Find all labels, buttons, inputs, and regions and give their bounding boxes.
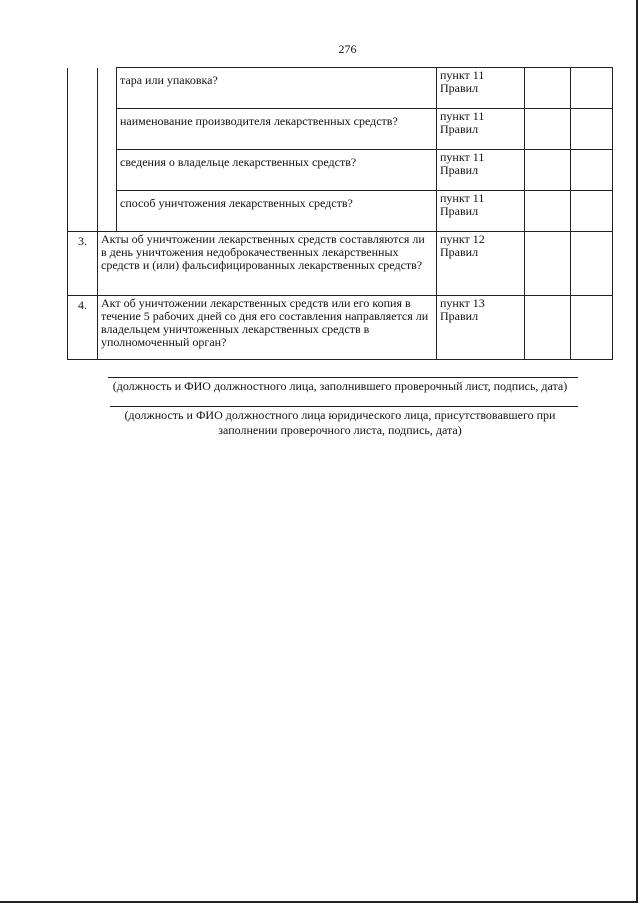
answer-cell-no[interactable] (571, 232, 613, 296)
reference-doc: Правил (440, 245, 479, 259)
answer-cell-no[interactable] (571, 68, 613, 109)
question-cell (117, 191, 437, 232)
page-number: 276 (338, 42, 357, 56)
reference-cell (437, 109, 525, 150)
question-text: Акт об уничтожении лекарственных средств или его копия в течение 5 рабочих дней со дня его составления направляется ли владельцем уничтоженных лекарственных средств в уполномоченный орган? (101, 296, 429, 349)
checklist-table (67, 67, 613, 360)
question-cell (117, 150, 437, 191)
inspector-signature-caption: (должность и ФИО должностного лица, заполнившего проверочный лист, подпись, дата) (112, 379, 568, 393)
question-text: сведения о владельце лекарственных средств? (120, 155, 357, 169)
answer-cell-no[interactable] (571, 109, 613, 150)
reference-cell (437, 232, 525, 296)
table-row (68, 109, 613, 150)
answer-cell-no[interactable] (571, 191, 613, 232)
reference-clause: пункт 11 (440, 109, 485, 123)
table-row (68, 296, 613, 360)
answer-cell-yes[interactable] (525, 109, 571, 150)
answer-cell-yes[interactable] (525, 68, 571, 109)
question-text: наименование производителя лекарственных средств? (120, 114, 398, 128)
answer-cell-yes[interactable] (525, 191, 571, 232)
inspector-signature-line[interactable] (108, 377, 578, 378)
answer-cell-no[interactable] (571, 150, 613, 191)
reference-doc: Правил (440, 81, 479, 95)
number-cell: 3. (68, 232, 98, 296)
reference-cell (437, 296, 525, 360)
reference-clause: пункт 11 (440, 150, 485, 164)
reference-cell (437, 68, 525, 109)
number-cell (68, 68, 98, 109)
question-cell (117, 68, 437, 109)
indent-cell (98, 109, 117, 150)
legal-entity-signature-caption: (должность и ФИО должностного лица юридического лица, присутствовавшего при заполнении проверочного листа, подпись, дата) (124, 408, 556, 437)
question-text: Акты об уничтожении лекарственных средств составляются ли в день уничтожения недоброкачественных лекарственных средств и (или) фальсифицированных лекарственных средств? (101, 232, 425, 272)
answer-cell-no[interactable] (571, 296, 613, 360)
answer-cell-yes[interactable] (525, 296, 571, 360)
number-cell (68, 191, 98, 232)
question-text: тара или упаковка? (120, 73, 218, 87)
reference-doc: Правил (440, 309, 479, 323)
question-cell (98, 232, 437, 296)
answer-cell-yes[interactable] (525, 150, 571, 191)
legal-entity-signature-line[interactable] (110, 406, 578, 407)
reference-doc: Правил (440, 122, 479, 136)
reference-clause: пункт 13 (440, 296, 485, 310)
reference-doc: Правил (440, 204, 479, 218)
indent-cell (98, 68, 117, 109)
number-cell (68, 150, 98, 191)
reference-doc: Правил (440, 163, 479, 177)
number-cell (68, 109, 98, 150)
table-row (68, 150, 613, 191)
number-cell: 4. (68, 296, 98, 360)
indent-cell (98, 191, 117, 232)
reference-clause: пункт 11 (440, 191, 485, 205)
table-row (68, 191, 613, 232)
question-text: способ уничтожения лекарственных средств? (120, 196, 353, 210)
answer-cell-yes[interactable] (525, 232, 571, 296)
reference-clause: пункт 12 (440, 232, 485, 246)
question-cell (117, 109, 437, 150)
question-cell (98, 296, 437, 360)
table-row (68, 232, 613, 296)
reference-cell (437, 191, 525, 232)
indent-cell (98, 150, 117, 191)
table-row (68, 68, 613, 109)
reference-clause: пункт 11 (440, 68, 485, 82)
reference-cell (437, 150, 525, 191)
